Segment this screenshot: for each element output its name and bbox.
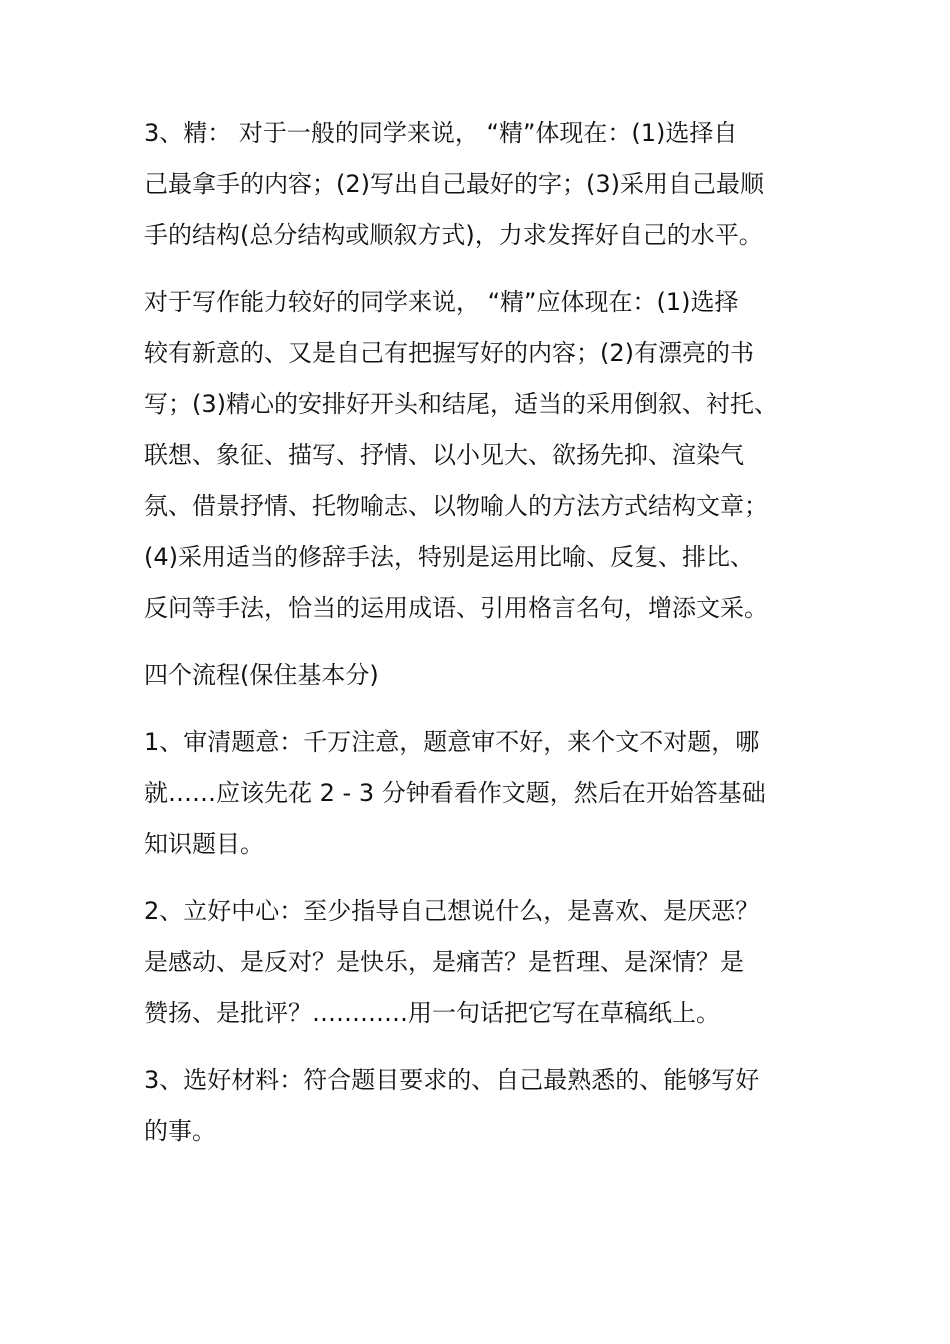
text-line: 对于写作能力较好的同学来说， “精”应体现在：(1)选择 — [144, 288, 739, 316]
text-line: 联想、象征、描写、抒情、以小见大、欲扬先抑、渲染气 — [144, 441, 744, 469]
text-line: 就……应该先花 2 - 3 分钟看看作文题，然后在开始答基础 — [144, 779, 766, 807]
text-line: 的事。 — [144, 1117, 216, 1145]
text-line: 手的结构(总分结构或顺叙方式)，力求发挥好自己的水平。 — [144, 221, 763, 249]
text-line: 3、选好材料：符合题目要求的、自己最熟悉的、能够写好 — [144, 1066, 760, 1094]
text-line: 氛、借景抒情、托物喻志、以物喻人的方法方式结构文章； — [144, 492, 768, 520]
text-line: 1、审清题意：千万注意，题意审不好，来个文不对题，哪 — [144, 728, 760, 756]
text-line: 2、立好中心：至少指导自己想说什么，是喜欢、是厌恶？ — [144, 897, 760, 925]
section-heading-four-processes — [144, 650, 816, 701]
text-line: (4)采用适当的修辞手法，特别是运用比喻、反复、排比、 — [144, 543, 754, 571]
text-line: 知识题目。 — [144, 830, 264, 858]
paragraph-step-3 — [144, 1055, 816, 1157]
text-line: 较有新意的、又是自己有把握写好的内容；(2)有漂亮的书 — [144, 339, 754, 367]
paragraph-step-1 — [144, 717, 816, 870]
text-line: 四个流程(保住基本分) — [144, 661, 379, 689]
paragraph-jing-advanced — [144, 277, 816, 634]
text-line: 3、精： 对于一般的同学来说， “精”体现在：(1)选择自 — [144, 119, 738, 147]
paragraph-step-2 — [144, 886, 816, 1039]
text-line: 是感动、是反对？是快乐，是痛苦？是哲理、是深情？是 — [144, 948, 744, 976]
text-line: 写；(3)精心的安排好开头和结尾，适当的采用倒叙、衬托、 — [144, 390, 778, 418]
text-line: 反问等手法，恰当的运用成语、引用格言名句，增添文采。 — [144, 594, 768, 622]
text-line: 赞扬、是批评？…………用一句话把它写在草稿纸上。 — [144, 999, 720, 1027]
document-body — [144, 108, 816, 1173]
paragraph-jing-general — [144, 108, 816, 261]
text-line: 己最拿手的内容；(2)写出自己最好的字；(3)采用自己最顺 — [144, 170, 764, 198]
